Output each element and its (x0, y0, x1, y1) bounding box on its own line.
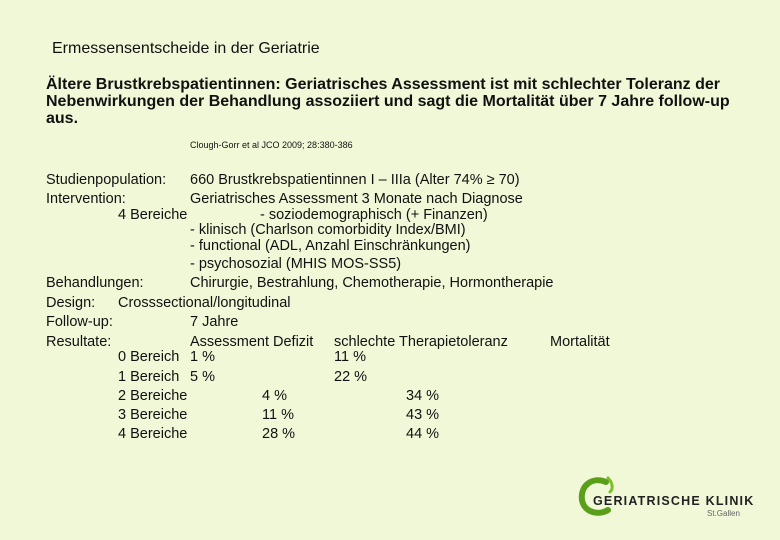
citation: Clough-Gorr et al JCO 2009; 28:380-386 (190, 140, 353, 150)
behandlungen-label: Behandlungen: (46, 275, 144, 291)
clinic-logo-location: St.Gallen (707, 509, 740, 518)
col-header-mortalitaet: Mortalität (550, 334, 610, 350)
bereich-item: - psychosozial (MHIS MOS-SS5) (190, 256, 402, 272)
result-row-bereich: 1 Bereich (118, 369, 180, 385)
result-row-mortalitaet: 34 % (406, 388, 440, 404)
bereiche-label: 4 Bereiche (118, 207, 188, 223)
result-row-defizit: 1 % (190, 349, 215, 365)
clinic-logo-name: GERIATRISCHE KLINIK (593, 494, 755, 508)
result-row-bereich: 4 Bereiche (118, 426, 188, 442)
result-row-bereich: 3 Bereiche (118, 407, 188, 423)
intervention-label: Intervention: (46, 191, 126, 207)
slide-headline: Ältere Brustkrebspatientinnen: Geriatrisches Assessment ist mit schlechter Toleranz der Nebenwirkungen der Behandlung assoziiert und sagt die Mortalität über 7 Jahre follow-up aus. (46, 76, 730, 127)
result-row-mortalitaet: 44 % (406, 426, 440, 442)
result-row-defizit: 11 % (262, 407, 294, 423)
result-row-mortalitaet: 43 % (406, 407, 440, 423)
result-row-defizit: 4 % (262, 388, 287, 404)
result-row-bereich: 0 Bereich (118, 349, 180, 365)
followup-value: 7 Jahre (190, 314, 239, 330)
result-row-bereich: 2 Bereiche (118, 388, 188, 404)
design-value: Crosssectional/longitudinal (118, 295, 291, 311)
bereich-item: - soziodemographisch (+ Finanzen) (260, 207, 488, 223)
studienpopulation-label: Studienpopulation: (46, 172, 167, 188)
studienpopulation-value: 660 Brustkrebspatientinnen I – IIIa (Alter 74% ≥ 70) (190, 172, 520, 188)
bereich-item: - functional (ADL, Anzahl Einschränkungen) (190, 238, 471, 254)
col-header-defizit: Assessment Defizit (190, 334, 314, 350)
slide-title: Ermessensentscheide in der Geriatrie (52, 40, 320, 57)
resultate-label: Resultate: (46, 334, 112, 350)
behandlungen-value: Chirurgie, Bestrahlung, Chemotherapie, Hormontherapie (190, 275, 554, 291)
intervention-value: Geriatrisches Assessment 3 Monate nach Diagnose (190, 191, 523, 207)
result-row-toleranz: 11 % (334, 349, 366, 365)
design-label: Design: (46, 295, 96, 311)
result-row-toleranz: 22 % (334, 369, 368, 385)
bereich-item: - klinisch (Charlson comorbidity Index/BMI) (190, 222, 466, 238)
col-header-toleranz: schlechte Therapietoleranz (334, 334, 508, 350)
result-row-defizit: 5 % (190, 369, 215, 385)
followup-label: Follow-up: (46, 314, 113, 330)
result-row-defizit: 28 % (262, 426, 296, 442)
